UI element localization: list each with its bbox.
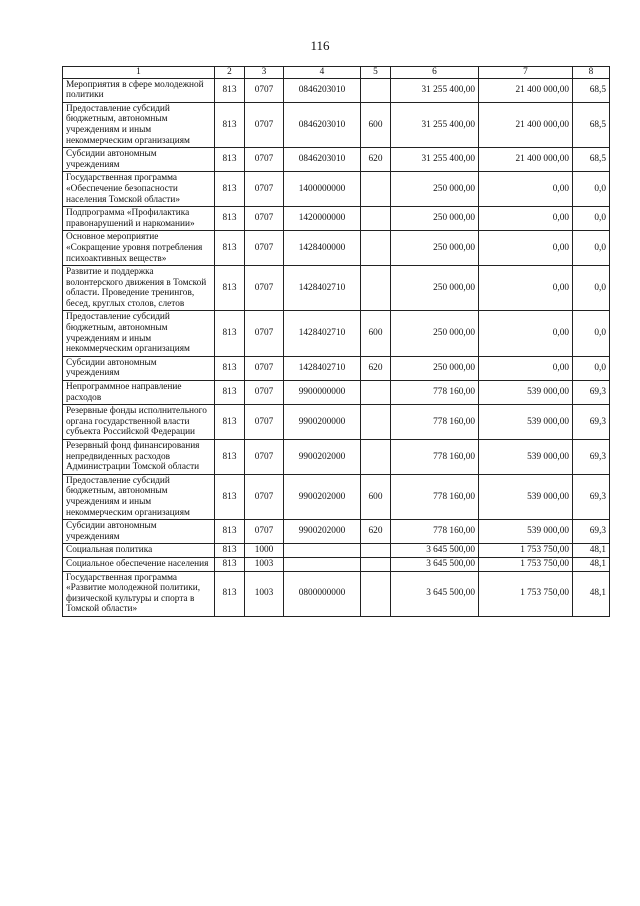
column-header: 6 [391,67,479,79]
actual-amount-cell: 0,00 [479,266,573,311]
target-article-cell: 0846203010 [284,78,361,102]
table-row [63,356,610,380]
plan-amount-cell: 31 255 400,00 [391,78,479,102]
actual-amount-cell: 21 400 000,00 [479,78,573,102]
row-name-cell: Социальная политика [63,544,215,558]
actual-amount-cell: 21 400 000,00 [479,148,573,172]
target-article-cell: 1428402710 [284,356,361,380]
plan-amount-cell: 250 000,00 [391,266,479,311]
target-article-cell [284,544,361,558]
plan-amount-cell: 778 160,00 [391,381,479,405]
plan-amount-cell: 3 645 500,00 [391,557,479,571]
ministry-code-cell: 813 [215,78,245,102]
table-row [63,571,610,616]
page-number: 116 [310,38,330,53]
table-row [63,102,610,147]
percent-cell: 69,3 [573,440,610,475]
plan-amount-cell: 250 000,00 [391,356,479,380]
table-row [63,557,610,571]
table-row [63,544,610,558]
table-row [63,381,610,405]
section-code-cell: 0707 [245,405,284,440]
actual-amount-cell: 1 753 750,00 [479,544,573,558]
expense-type-cell: 600 [361,474,391,519]
ministry-code-cell: 813 [215,571,245,616]
percent-cell: 48,1 [573,557,610,571]
row-name-cell: Основное мероприятие «Сокращение уровня потребления психоактивных веществ» [63,231,215,266]
table-row [63,266,610,311]
expense-type-cell [361,440,391,475]
target-article-cell: 9900200000 [284,405,361,440]
row-name-cell: Субсидии автономным учреждениям [63,520,215,544]
ministry-code-cell: 813 [215,231,245,266]
percent-cell: 0,0 [573,172,610,207]
ministry-code-cell: 813 [215,207,245,231]
percent-cell: 0,0 [573,311,610,356]
target-article-cell [284,557,361,571]
section-code-cell: 1000 [245,544,284,558]
plan-amount-cell: 778 160,00 [391,440,479,475]
column-header: 4 [284,67,361,79]
target-article-cell: 9900000000 [284,381,361,405]
row-name-cell: Предоставление субсидий бюджетным, автономным учреждениям и иным некоммерческим организациям [63,474,215,519]
section-code-cell: 0707 [245,381,284,405]
target-article-cell: 9900202000 [284,520,361,544]
expense-type-cell [361,231,391,266]
ministry-code-cell: 813 [215,557,245,571]
table-row [63,520,610,544]
section-code-cell: 0707 [245,172,284,207]
row-name-cell: Мероприятия в сфере молодежной политики [63,78,215,102]
ministry-code-cell: 813 [215,381,245,405]
percent-cell: 69,3 [573,520,610,544]
section-code-cell: 0707 [245,207,284,231]
table-row [63,148,610,172]
row-name-cell: Государственная программа «Развитие молодежной политики, физической культуры и спорта в Томской области» [63,571,215,616]
percent-cell: 48,1 [573,571,610,616]
table-row [63,207,610,231]
actual-amount-cell: 0,00 [479,231,573,266]
percent-cell: 68,5 [573,148,610,172]
actual-amount-cell: 0,00 [479,207,573,231]
table-row [63,440,610,475]
row-name-cell: Предоставление субсидий бюджетным, автономным учреждениям и иным некоммерческим организациям [63,102,215,147]
section-code-cell: 0707 [245,311,284,356]
actual-amount-cell: 539 000,00 [479,381,573,405]
actual-amount-cell: 1 753 750,00 [479,571,573,616]
percent-cell: 48,1 [573,544,610,558]
plan-amount-cell: 250 000,00 [391,172,479,207]
actual-amount-cell: 539 000,00 [479,405,573,440]
target-article-cell: 0846203010 [284,148,361,172]
percent-cell: 0,0 [573,266,610,311]
expense-type-cell [361,557,391,571]
ministry-code-cell: 813 [215,148,245,172]
actual-amount-cell: 0,00 [479,311,573,356]
table-row [63,231,610,266]
ministry-code-cell: 813 [215,311,245,356]
column-header: 7 [479,67,573,79]
section-code-cell: 1003 [245,557,284,571]
row-name-cell: Субсидии автономным учреждениям [63,356,215,380]
percent-cell: 69,3 [573,381,610,405]
section-code-cell: 0707 [245,78,284,102]
target-article-cell: 1428402710 [284,266,361,311]
target-article-cell: 9900202000 [284,440,361,475]
target-article-cell: 1428400000 [284,231,361,266]
expense-type-cell [361,207,391,231]
target-article-cell: 0846203010 [284,102,361,147]
target-article-cell: 1420000000 [284,207,361,231]
actual-amount-cell: 1 753 750,00 [479,557,573,571]
plan-amount-cell: 778 160,00 [391,405,479,440]
table-row [63,78,610,102]
section-code-cell: 0707 [245,231,284,266]
plan-amount-cell: 31 255 400,00 [391,102,479,147]
actual-amount-cell: 539 000,00 [479,440,573,475]
actual-amount-cell: 539 000,00 [479,474,573,519]
column-header: 5 [361,67,391,79]
plan-amount-cell: 3 645 500,00 [391,571,479,616]
column-header: 3 [245,67,284,79]
table-row [63,172,610,207]
section-code-cell: 0707 [245,148,284,172]
row-name-cell: Субсидии автономным учреждениям [63,148,215,172]
row-name-cell: Подпрограмма «Профилактика правонарушений и наркомании» [63,207,215,231]
actual-amount-cell: 21 400 000,00 [479,102,573,147]
ministry-code-cell: 813 [215,405,245,440]
expense-type-cell: 620 [361,520,391,544]
actual-amount-cell: 0,00 [479,172,573,207]
plan-amount-cell: 3 645 500,00 [391,544,479,558]
ministry-code-cell: 813 [215,172,245,207]
column-header: 1 [63,67,215,79]
target-article-cell: 1400000000 [284,172,361,207]
percent-cell: 68,5 [573,78,610,102]
actual-amount-cell: 539 000,00 [479,520,573,544]
expense-type-cell: 600 [361,311,391,356]
target-article-cell: 1428402710 [284,311,361,356]
column-header: 2 [215,67,245,79]
table-row [63,311,610,356]
row-name-cell: Резервный фонд финансирования непредвиденных расходов Администрации Томской области [63,440,215,475]
plan-amount-cell: 778 160,00 [391,520,479,544]
expense-type-cell [361,78,391,102]
section-code-cell: 0707 [245,474,284,519]
percent-cell: 69,3 [573,405,610,440]
actual-amount-cell: 0,00 [479,356,573,380]
expense-type-cell [361,381,391,405]
row-name-cell: Социальное обеспечение населения [63,557,215,571]
plan-amount-cell: 778 160,00 [391,474,479,519]
section-code-cell: 0707 [245,440,284,475]
row-name-cell: Непрограммное направление расходов [63,381,215,405]
plan-amount-cell: 250 000,00 [391,231,479,266]
expense-type-cell: 600 [361,102,391,147]
table-row [63,405,610,440]
expense-type-cell: 620 [361,356,391,380]
budget-table [62,66,610,617]
ministry-code-cell: 813 [215,102,245,147]
percent-cell: 68,5 [573,102,610,147]
expense-type-cell [361,266,391,311]
expense-type-cell [361,544,391,558]
ministry-code-cell: 813 [215,544,245,558]
row-name-cell: Предоставление субсидий бюджетным, автономным учреждениям и иным некоммерческим организациям [63,311,215,356]
percent-cell: 69,3 [573,474,610,519]
table-body [63,78,610,616]
table-row [63,474,610,519]
section-code-cell: 0707 [245,520,284,544]
plan-amount-cell: 31 255 400,00 [391,148,479,172]
percent-cell: 0,0 [573,207,610,231]
section-code-cell: 0707 [245,266,284,311]
expense-type-cell [361,172,391,207]
ministry-code-cell: 813 [215,440,245,475]
row-name-cell: Резервные фонды исполнительного органа государственной власти субъекта Российской Федерации [63,405,215,440]
ministry-code-cell: 813 [215,266,245,311]
expense-type-cell: 620 [361,148,391,172]
plan-amount-cell: 250 000,00 [391,311,479,356]
plan-amount-cell: 250 000,00 [391,207,479,231]
ministry-code-cell: 813 [215,520,245,544]
section-code-cell: 1003 [245,571,284,616]
expense-type-cell [361,405,391,440]
ministry-code-cell: 813 [215,474,245,519]
ministry-code-cell: 813 [215,356,245,380]
target-article-cell: 9900202000 [284,474,361,519]
table-header-row [63,67,610,79]
column-header: 8 [573,67,610,79]
section-code-cell: 0707 [245,102,284,147]
expense-type-cell [361,571,391,616]
percent-cell: 0,0 [573,231,610,266]
row-name-cell: Развитие и поддержка волонтерского движения в Томской области. Проведение тренингов, бесед, круглых столов, слетов [63,266,215,311]
target-article-cell: 0800000000 [284,571,361,616]
row-name-cell: Государственная программа «Обеспечение безопасности населения Томской области» [63,172,215,207]
section-code-cell: 0707 [245,356,284,380]
percent-cell: 0,0 [573,356,610,380]
